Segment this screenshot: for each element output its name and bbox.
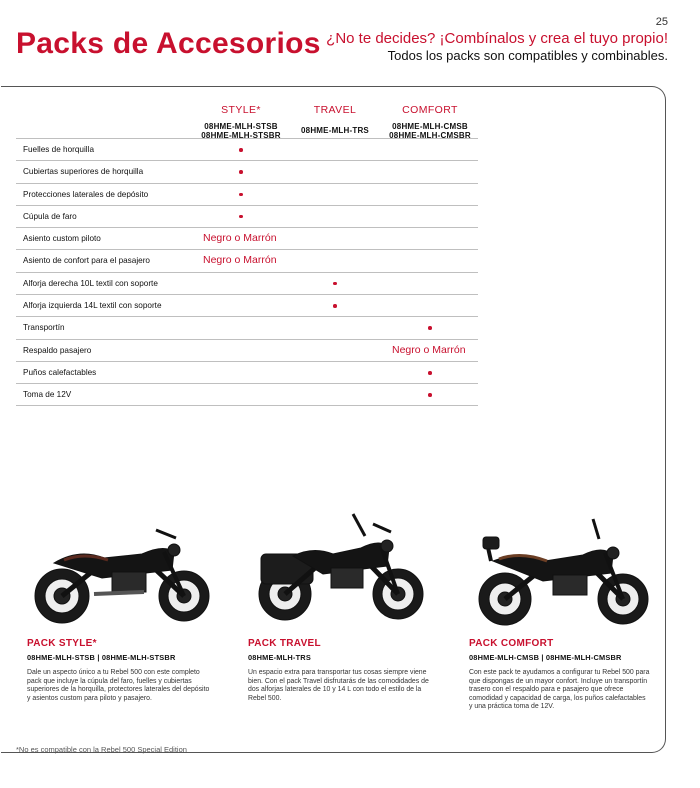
option-text-style: Negro o Marrón [203, 254, 277, 267]
table-row [16, 227, 478, 249]
column-code: 08HME-MLH-STSBR [201, 131, 281, 140]
description-line: superiores de la horquilla, protectores laterales del depósito [27, 686, 210, 694]
tagline-line-1: ¿No te decides? ¡Combínalos y crea el tuyo propio! [326, 30, 668, 47]
row-label: Cúpula de faro [23, 211, 77, 221]
motorcycle-travel-image [253, 506, 431, 626]
table-row [16, 316, 478, 338]
included-dot-travel [333, 282, 337, 286]
row-label: Asiento custom piloto [23, 234, 101, 244]
pack-style-title: PACK STYLE* [27, 638, 97, 649]
description-line: dos alforjas laterales de 10 y 14 L con todo el estilo de la [248, 686, 422, 694]
pack-style-description [27, 669, 209, 703]
page-number: 25 [655, 16, 668, 28]
row-label: Respaldo pasajero [23, 345, 92, 355]
comparison-table [16, 138, 478, 406]
table-row [16, 361, 478, 383]
motorcycle-style-image [24, 508, 220, 628]
description-line: Con este pack te ayudamos a configurar tu Rebel 500 para [469, 669, 650, 676]
table-row [16, 138, 478, 160]
row-label: Toma de 12V [23, 390, 72, 400]
table-row [16, 205, 478, 227]
column-name: STYLE* [221, 104, 261, 116]
option-text-style: Negro o Marrón [203, 232, 277, 245]
table-row [16, 272, 478, 294]
column-header-style [196, 104, 286, 140]
row-label: Cubiertas superiores de horquilla [23, 167, 144, 177]
column-name: TRAVEL [313, 104, 357, 116]
table-row [16, 294, 478, 316]
included-dot-style [239, 170, 243, 174]
row-label: Puños calefactables [23, 367, 97, 377]
included-dot-style [239, 215, 243, 219]
description-line: y una práctica toma de 12V. [469, 703, 555, 711]
pack-travel-description [248, 669, 429, 703]
row-label: Transportín [23, 323, 65, 333]
tagline-line-2: Todos los packs son compatibles y combinables. [387, 48, 668, 63]
row-label: Protecciones laterales de depósito [23, 189, 149, 199]
included-dot-style [239, 193, 243, 197]
row-label: Asiento de confort para el pasajero [23, 256, 150, 266]
description-line: comodidad y capacidad de carga, los puños calefactables [469, 694, 646, 702]
column-code: 08HME-MLH-TRS [301, 126, 369, 135]
row-label: Fuelles de horquilla [23, 145, 95, 154]
column-code: 08HME-MLH-STSB [204, 122, 278, 131]
pack-travel-code: 08HME-MLH-TRS [248, 653, 311, 662]
pack-travel-title: PACK TRAVEL [248, 638, 321, 649]
column-header-comfort [384, 104, 476, 140]
pack-comfort-title: PACK COMFORT [469, 638, 554, 649]
description-line: que dispongas de un mayor confort. Incluye un transportín [469, 677, 648, 685]
pack-comfort-description [469, 669, 649, 712]
pack-style-code: 08HME-MLH-STSB | 08HME-MLH-STSBR [27, 653, 176, 662]
motorcycle-comfort-image [465, 513, 661, 631]
description-line: Dale un aspecto único a tu Rebel 500 con este completo [27, 669, 200, 676]
description-line: bien. Con el pack Travel disfrutarás de las comodidades de [248, 677, 429, 685]
tagline [326, 30, 668, 64]
included-dot-comfort [428, 393, 432, 397]
included-dot-comfort [428, 371, 432, 375]
description-line: pack que incluye la cúpula del faro, fuelles y cubiertas [27, 677, 192, 685]
included-dot-travel [333, 304, 337, 308]
column-code: 08HME-MLH-CMSBR [389, 131, 471, 140]
page-title: Packs de Accesorios [16, 27, 321, 60]
description-line: Rebel 500. [248, 694, 282, 702]
pack-comfort-code: 08HME-MLH-CMSB | 08HME-MLH-CMSBR [469, 653, 622, 662]
description-line: y asientos custom para piloto y pasajero. [27, 694, 152, 702]
table-row [16, 339, 478, 361]
description-line: Un espacio extra para transportar tus cosas siempre viene [248, 669, 427, 676]
footnote: *No es compatible con la Rebel 500 Special Edition [16, 745, 187, 754]
description-line: trasero con el respaldo para e pasajero que ofrece [469, 686, 624, 694]
row-label: Alforja izquierda 14L textil con soporte [23, 301, 162, 311]
column-name: COMFORT [402, 104, 458, 116]
table-row [16, 383, 478, 405]
row-label: Alforja derecha 10L textil con soporte [23, 278, 158, 288]
column-code: 08HME-MLH-CMSB [392, 122, 468, 131]
included-dot-style [239, 148, 243, 152]
table-row [16, 160, 478, 182]
option-text-comfort: Negro o Marrón [392, 343, 466, 356]
table-row [16, 183, 478, 205]
table-row [16, 249, 478, 271]
column-header-travel [290, 104, 380, 135]
included-dot-comfort [428, 326, 432, 330]
